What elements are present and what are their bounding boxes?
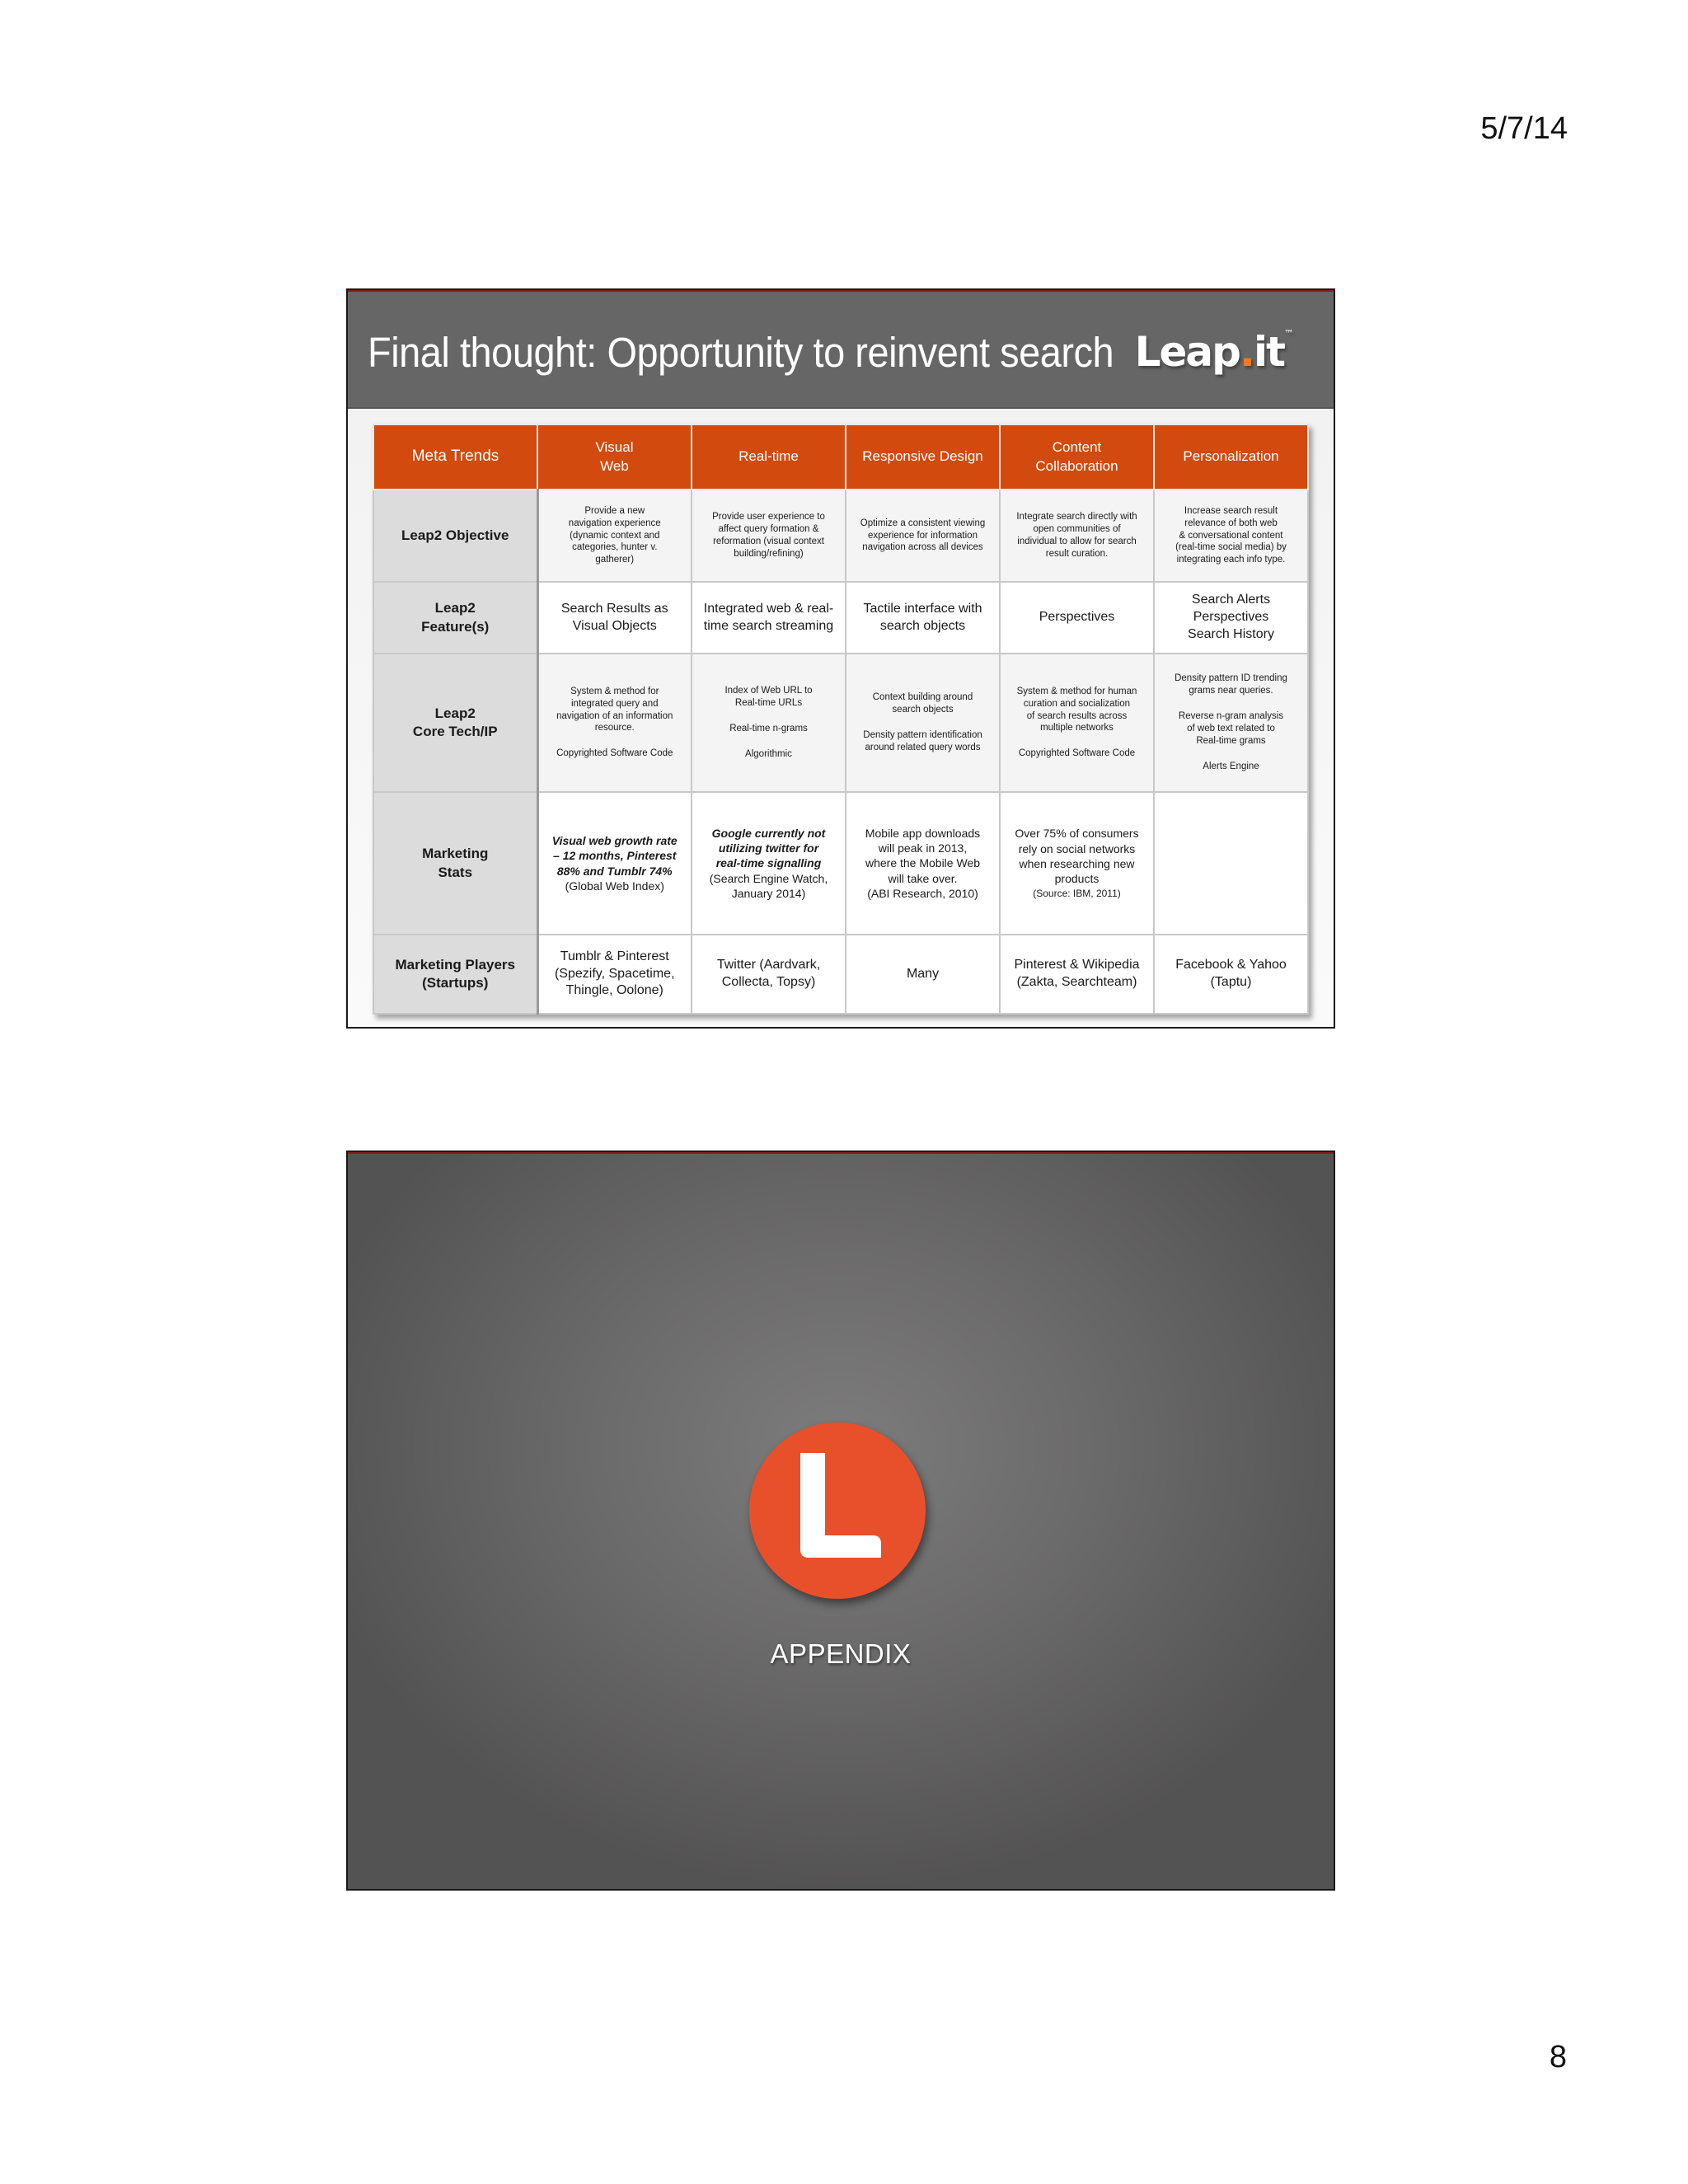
cell-text-line: real-time signalling — [715, 856, 822, 870]
l-letter-icon — [749, 1422, 926, 1599]
table-cell — [846, 490, 1000, 582]
cell-text-line: utilizing twitter for — [718, 841, 819, 855]
col-header-real-time — [692, 424, 846, 490]
cell-text-line: (ABI Research, 2010) — [867, 886, 978, 900]
cell-text-line: gatherer) — [595, 555, 635, 565]
cell-text-line: Web — [600, 457, 629, 474]
cell-text-line: Provide a new — [584, 505, 645, 516]
cell-text-line: Marketing Players — [395, 956, 515, 972]
row-head-objective — [373, 490, 537, 582]
cell-text-line: January 2014) — [731, 886, 806, 900]
cell-text-line: Marketing — [422, 846, 489, 862]
cell-text-line: (real-time social media) by — [1175, 542, 1287, 553]
row-head-marketing-players — [373, 935, 537, 1014]
cell-text-line: (Startups) — [422, 975, 489, 991]
cell-text-line: Search Results as — [560, 601, 668, 616]
cell-text-line: search objects — [879, 618, 966, 633]
trend-table — [373, 424, 1309, 1015]
cell-spacer — [701, 710, 837, 723]
cell-text-line: Core Tech/IP — [412, 724, 498, 739]
cell-text-line: (dynamic context and — [570, 530, 660, 541]
cell-text-line: categories, hunter v. — [572, 542, 658, 553]
cell-text-line: Density pattern identification — [863, 730, 982, 740]
cell-text-line: Many — [906, 966, 940, 981]
cell-text-line: Real-time grams — [1196, 735, 1266, 746]
cell-text-line: rely on social networks — [1018, 841, 1136, 855]
cell-text-line: Context building around — [872, 692, 973, 703]
cell-text-line: Real-time — [738, 448, 799, 465]
cell-text-line: relevance of both web — [1184, 518, 1278, 528]
cell-text-line: curation and socialization — [1023, 698, 1131, 709]
cell-text-line: integrating each info type. — [1176, 555, 1286, 565]
cell-text-line: when researching new — [1019, 856, 1135, 870]
cell-spacer — [701, 735, 837, 748]
leapit-logo — [1135, 328, 1294, 376]
cell-text-line: Over 75% of consumers — [1015, 827, 1139, 841]
cell-text-line: resource. — [594, 723, 635, 733]
row-marketing-players — [373, 935, 1308, 1014]
cell-text-line: Optimize a consistent viewing — [860, 518, 986, 528]
leap-l-logo-icon — [749, 1422, 926, 1599]
cell-text-line: result curation. — [1045, 548, 1109, 559]
logo-tm: ™ — [1284, 328, 1294, 340]
cell-text-line: (Search Engine Watch, — [709, 871, 828, 885]
date: 5/7/14 — [1480, 111, 1568, 146]
table-cell — [846, 935, 1000, 1014]
table-cell — [1154, 935, 1308, 1014]
table-cell — [846, 792, 1000, 935]
cell-text-line: (Taptu) — [1210, 975, 1252, 989]
cell-text-line: search objects — [892, 705, 954, 715]
cell-spacer — [1009, 734, 1145, 748]
cell-text-line: Pinterest & Wikipedia — [1014, 958, 1140, 972]
table-cell — [1154, 490, 1308, 582]
col-header-responsive-design — [846, 424, 1000, 490]
cell-text-line: Perspectives — [1039, 610, 1115, 625]
corner-header: Meta Trends — [373, 424, 537, 490]
row-head-features — [373, 582, 537, 654]
cell-text-line: of search results across — [1026, 710, 1128, 721]
cell-text-line: Provide user experience to — [712, 512, 825, 523]
cell-spacer — [1163, 748, 1299, 761]
table-cell — [1154, 654, 1308, 792]
row-objective — [373, 490, 1308, 582]
cell-text-line: Visual Objects — [572, 618, 657, 633]
cell-text-line: Search History — [1188, 626, 1274, 641]
logo-word: Leap — [1134, 328, 1240, 376]
cell-text-line: System & method for human — [1016, 686, 1137, 696]
cell-text-line: Integrate search directly with — [1016, 512, 1137, 523]
cell-text-line: around related query words — [865, 742, 981, 752]
cell-text-line: Real-time n-grams — [729, 724, 808, 733]
table-cell — [537, 792, 692, 935]
cell-source-line: (Source: IBM, 2011) — [1033, 888, 1121, 900]
table-cell — [692, 935, 846, 1014]
cell-text-line: Alerts Engine — [1203, 761, 1259, 771]
cell-text-line: Increase search result — [1184, 505, 1278, 516]
col-header-content-collaboration — [1000, 424, 1154, 490]
cell-text-line: Algorithmic — [745, 748, 792, 759]
cell-text-line: Search Alerts — [1191, 593, 1271, 607]
cell-spacer — [855, 716, 991, 729]
cell-text-line: navigation across all devices — [862, 542, 983, 553]
cell-text-line: building/refining) — [734, 548, 804, 559]
table-cell — [1000, 654, 1154, 792]
cell-text-line: Leap2 — [434, 705, 476, 721]
cell-text-line: – 12 months, Pinterest — [553, 849, 677, 863]
appendix-label: APPENDIX — [770, 1638, 912, 1669]
cell-text-line: open communities of — [1033, 524, 1121, 535]
table-cell — [692, 490, 846, 582]
col-header-personalization — [1154, 424, 1308, 490]
cell-text-line: time search streaming — [703, 618, 834, 633]
cell-text-line: Google currently not — [711, 827, 826, 841]
cell-text-line: (Spezify, Spacetime, — [554, 966, 675, 981]
table-cell — [1000, 792, 1154, 935]
cell-text-line: integrated query and — [571, 698, 659, 709]
cell-text-line: Tactile interface with — [863, 601, 982, 616]
cell-text-line: Collecta, Topsy) — [721, 975, 816, 989]
cell-text-line: grams near queries. — [1189, 686, 1273, 696]
table-cell — [846, 654, 1000, 792]
cell-text-line: & conversational content — [1179, 530, 1283, 541]
logo-suffix: it — [1253, 328, 1284, 376]
table-cell — [537, 582, 692, 654]
table-cell — [1154, 792, 1308, 935]
cell-text-line: navigation of an information — [556, 710, 673, 721]
cell-text-line: Visual web growth rate — [551, 834, 678, 848]
row-features — [373, 582, 1308, 654]
cell-text-line: Responsive Design — [862, 448, 983, 465]
table-cell — [692, 792, 846, 935]
cell-spacer — [1163, 697, 1299, 710]
slide-top-line — [348, 290, 1334, 292]
row-core-tech — [373, 654, 1308, 792]
header-row — [373, 424, 1308, 490]
cell-text-line: Thingle, Oolone) — [565, 983, 663, 998]
page-number: 8 — [1549, 2040, 1567, 2074]
table-cell — [1000, 490, 1154, 582]
cell-spacer — [547, 734, 683, 748]
cell-text-line: Index of Web URL to — [724, 686, 813, 696]
slide-appendix — [346, 1151, 1335, 1891]
logo-dot: . — [1239, 328, 1254, 376]
cell-text-line: Personalization — [1183, 448, 1279, 465]
cell-text-line: Content — [1052, 439, 1102, 456]
cell-text-line: Perspectives — [1193, 610, 1269, 625]
table-cell — [537, 935, 692, 1014]
cell-text-line: Copyrighted Software Code — [1018, 748, 1136, 759]
cell-text-line: Twitter (Aardvark, — [716, 958, 821, 972]
cell-text-line: Copyrighted Software Code — [556, 748, 673, 759]
table-cell — [846, 582, 1000, 654]
cell-text-line: Leap2 Objective — [401, 527, 509, 543]
cell-text-line: navigation experience — [568, 518, 661, 528]
cell-text-line: Reverse n-gram analysis — [1178, 711, 1284, 722]
cell-text-line: (Global Web Index) — [565, 879, 664, 893]
cell-text-line: Leap2 — [434, 600, 476, 616]
cell-text-line: 88% and Tumblr 74% — [556, 864, 673, 878]
table-cell — [537, 654, 692, 792]
slide-title: Final thought: Opportunity to reinvent search — [368, 329, 1114, 376]
table-cell — [692, 582, 846, 654]
table-cell — [1000, 935, 1154, 1014]
cell-text-line: Density pattern ID trending — [1175, 673, 1287, 684]
cell-text-line: Mobile app downloads — [865, 827, 981, 841]
row-head-marketing-stats — [373, 792, 537, 935]
cell-text-line: Feature(s) — [421, 618, 490, 635]
cell-text-line: Visual — [595, 439, 634, 456]
cell-text-line: individual to allow for search — [1017, 537, 1137, 546]
table-cell — [1154, 582, 1308, 654]
col-header-visual-web — [537, 424, 692, 490]
cell-text-line: Real-time URLs — [734, 698, 803, 709]
cell-text-line: Integrated web & real- — [703, 601, 834, 616]
cell-text-line: Collaboration — [1035, 457, 1118, 474]
cell-text-line: experience for information — [868, 530, 978, 541]
slide-top-line — [348, 1152, 1334, 1154]
cell-text-line: products — [1054, 871, 1100, 885]
cell-text-line: Stats — [438, 864, 473, 880]
table-cell — [692, 654, 846, 792]
cell-text-line: will take over. — [888, 871, 958, 885]
cell-text-line: reformation (visual context — [713, 537, 824, 546]
row-marketing-stats — [373, 792, 1308, 935]
cell-text-line: Tumblr & Pinterest — [560, 949, 669, 963]
cell-text-line: System & method for — [570, 686, 659, 696]
cell-text-line: multiple networks — [1040, 723, 1114, 733]
cell-text-line: where the Mobile Web — [865, 856, 981, 870]
cell-text-line: affect query formation & — [718, 524, 819, 535]
cell-text-line: will peak in 2013, — [878, 841, 968, 855]
row-head-core-tech — [373, 654, 537, 792]
cell-text-line: of web text related to — [1187, 724, 1275, 733]
slide-header — [348, 290, 1334, 409]
cell-text-line: (Zakta, Searchteam) — [1016, 975, 1137, 989]
slide-final-thought — [346, 288, 1335, 1029]
cell-text-line: Facebook & Yahoo — [1175, 958, 1287, 972]
table-cell — [537, 490, 692, 582]
table-cell — [1000, 582, 1154, 654]
